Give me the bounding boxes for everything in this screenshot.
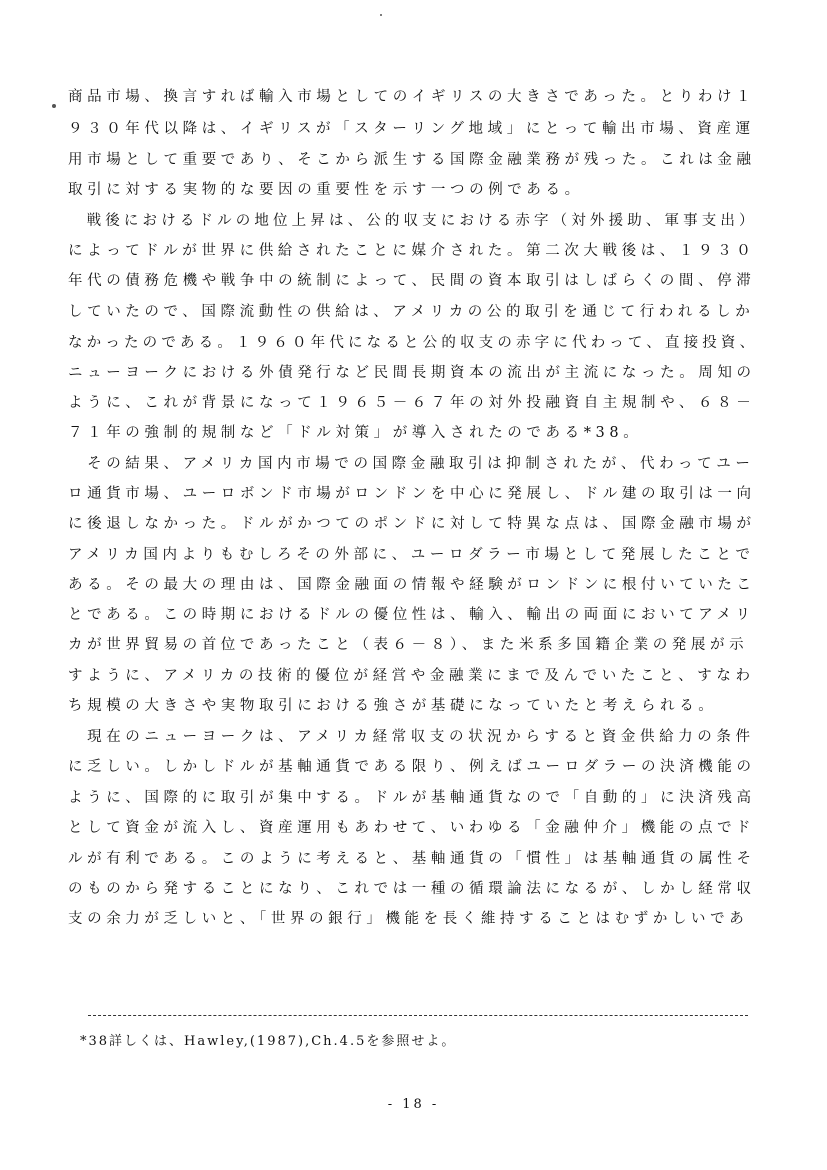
body-line: ように、これが背景になって１９６５－６７年の対外投融資自主規制や、６８－ <box>68 395 756 411</box>
footnote: *38詳しくは、Hawley,(1987),Ch.4.5を参照せよ。 <box>80 1034 457 1049</box>
body-line: ように、国際的に取引が集中する。ドルが基軸通貨なので「自動的」に決済残高 <box>68 790 756 806</box>
scan-speck <box>52 104 56 108</box>
body-line: として資金が流入し、資産運用もあわせて、いわゆる「金融仲介」機能の点でド <box>68 820 756 836</box>
body-line: その結果、アメリカ国内市場での国際金融取引は抑制されたが、代わってユー <box>68 456 755 472</box>
body-line: とである。この時期におけるドルの優位性は、輸入、輸出の両面においてアメリ <box>68 607 755 623</box>
body-line: 取引に対する実物的な要因の重要性を示す一つの例である。 <box>68 182 584 198</box>
body-line: のものから発することになり、これでは一種の循環論法になるが、しかし経常収 <box>68 881 756 897</box>
body-line: ある。その最大の理由は、国際金融面の情報や経験がロンドンに根付いていたこ <box>68 577 756 593</box>
body-line: ９３０年代以降は、イギリスが「スターリング地域」にとって輸出市場、資産運 <box>68 121 755 137</box>
body-line: すように、アメリカの技術的優位が経営や金融業にまで及んでいたこと、すなわ <box>68 668 755 684</box>
scan-speck <box>380 14 382 16</box>
body-line: によってドルが世界に供給されたことに媒介された。第二次大戦後は、１９３０ <box>68 243 756 259</box>
body-line: ７１年の強制的規制など「ドル対策」が導入されたのである*38。 <box>68 425 643 441</box>
body-line: 現在のニューヨークは、アメリカ経常収支の状況からすると資金供給力の条件 <box>68 729 755 745</box>
footnote-separator <box>88 1015 748 1016</box>
body-line: 戦後におけるドルの地位上昇は、公的収支における赤字（対外援助、軍事支出） <box>68 213 758 229</box>
body-line: ルが有利である。このように考えると、基軸通貨の「慣性」は基軸通貨の属性そ <box>68 851 756 867</box>
body-line: アメリカ国内よりもむしろその外部に、ユーロダラー市場として発展したことで <box>68 547 755 563</box>
body-line: なかったのである。１９６０年代になると公的収支の赤字に代わって、直接投資、 <box>68 335 759 351</box>
body-line: 支の余力が乏しいと、「世界の銀行」機能を長く維持することはむずかしいであ <box>68 911 749 927</box>
body-line: ニューヨークにおける外債発行など民間長期資本の流出が主流になった。周知の <box>68 365 756 381</box>
page-number: - 18 - <box>387 1097 440 1112</box>
body-line: 用市場として重要であり、そこから派生する国際金融業務が残った。これは金融 <box>68 152 756 168</box>
body-line: 商品市場、換言すれば輸入市場としてのイギリスの大きさであった。とりわけ１ <box>68 89 756 105</box>
body-line: ち規模の大きさや実物取引における強さが基礎になっていたと考えられる。 <box>68 698 718 714</box>
body-line: カが世界貿易の首位であったこと（表６－８）、また米系多国籍企業の発展が示 <box>68 637 749 653</box>
body-line: に後退しなかった。ドルがかつてのポンドに対して特異な点は、国際金融市場が <box>68 516 756 532</box>
body-line: していたので、国際流動性の供給は、アメリカの公的取引を通じて行われるしか <box>68 304 755 320</box>
body-line: ロ通貨市場、ユーロボンド市場がロンドンを中心に発展し、ドル建の取引は一向 <box>68 486 756 502</box>
body-line: 年代の債務危機や戦争中の統制によって、民間の資本取引はしばらくの間、停滞 <box>68 273 756 289</box>
body-line: に乏しい。しかしドルが基軸通貨である限り、例えばユーロダラーの決済機能の <box>68 759 756 775</box>
